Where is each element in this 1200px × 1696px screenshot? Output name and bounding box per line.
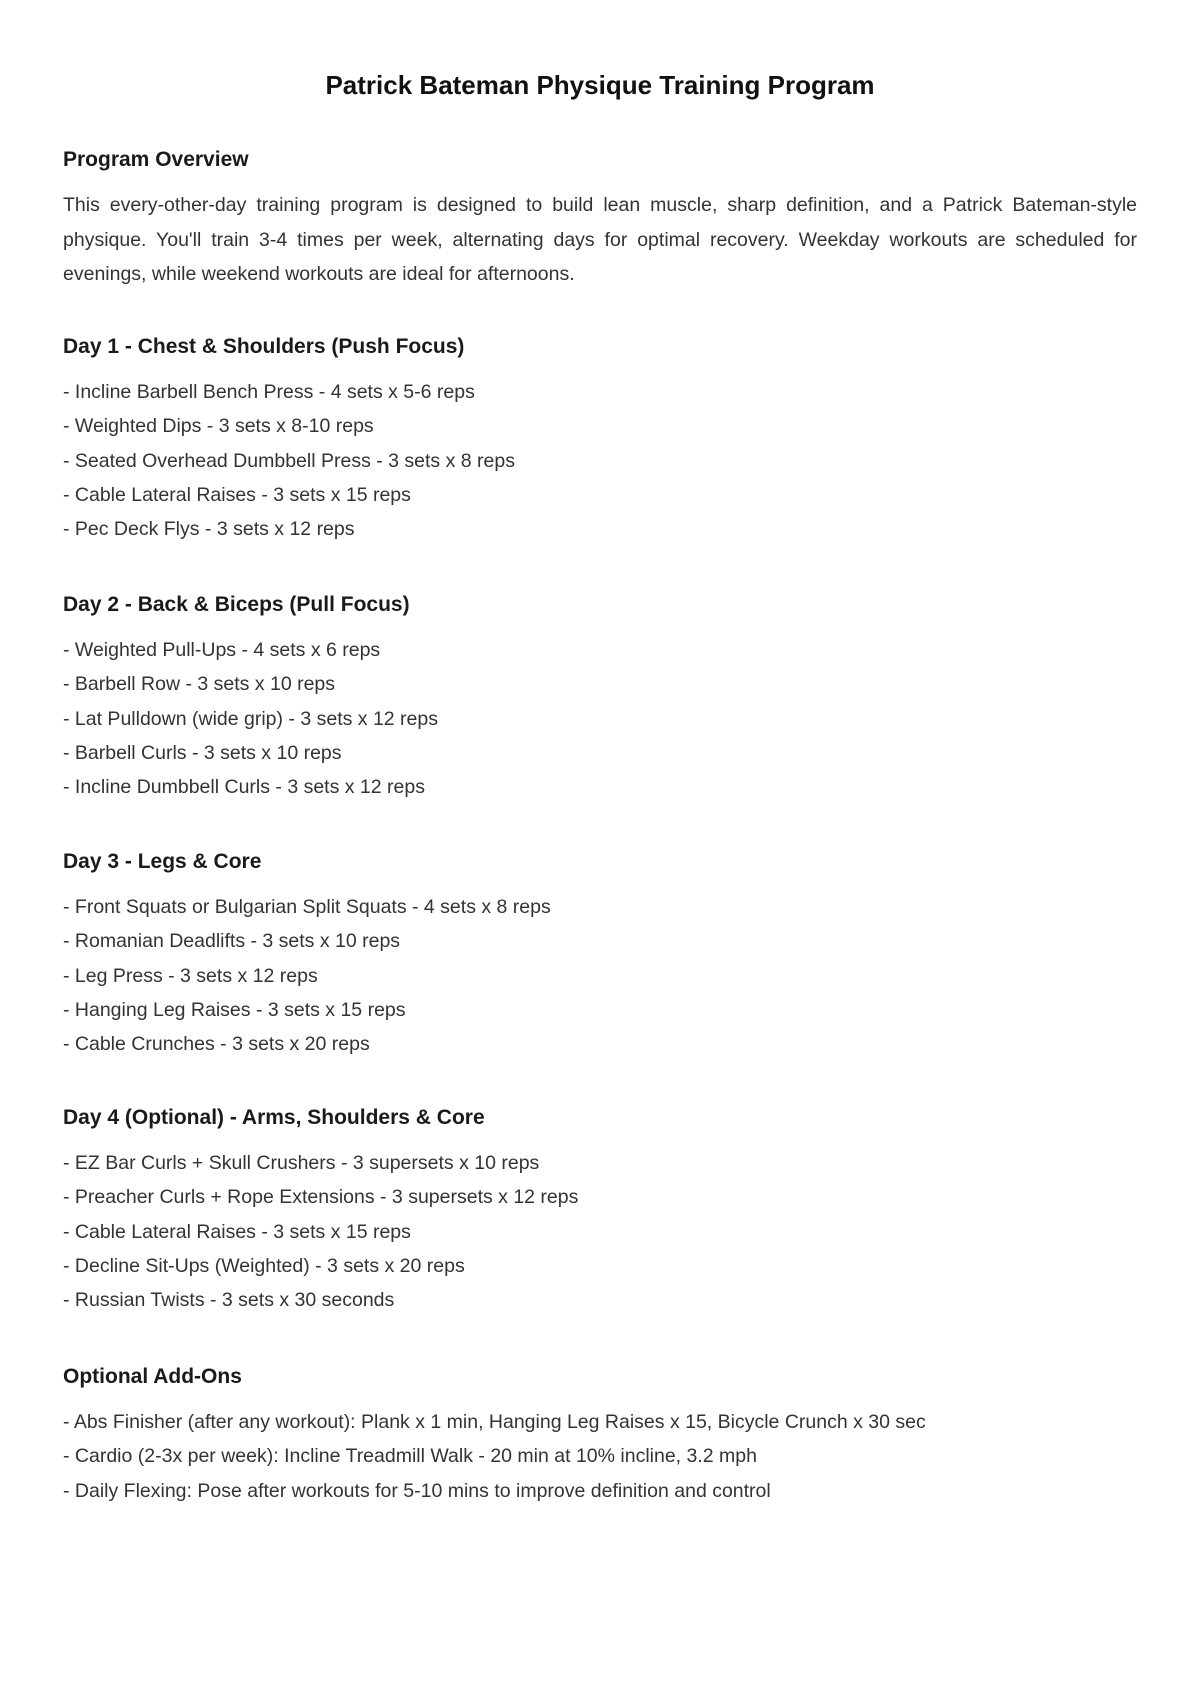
list-item: - Pec Deck Flys - 3 sets x 12 reps [63, 518, 355, 541]
list-item: - Romanian Deadlifts - 3 sets x 10 reps [63, 930, 401, 953]
list-item: - Daily Flexing: Pose after workouts for 5-10 mins to improve definition and control [63, 1479, 771, 1502]
list-item: - Seated Overhead Dumbbell Press - 3 sets x 8 reps [63, 449, 515, 472]
section-heading-day-1: Day 1 - Chest & Shoulders (Push Focus) [63, 335, 465, 358]
list-item: - Cable Lateral Raises - 3 sets x 15 reps [63, 1220, 411, 1243]
list-item: - Weighted Dips - 3 sets x 8-10 reps [63, 415, 374, 438]
list-item: - EZ Bar Curls + Skull Crushers - 3 supersets x 10 reps [63, 1152, 540, 1174]
exercise-list-day-2 [63, 633, 438, 804]
list-item: - Incline Barbell Bench Press - 4 sets x 5-6 reps [63, 381, 475, 403]
overview-paragraph: This every-other-day training program is designed to build lean muscle, sharp definition, and a Patrick Bateman-style physique. You'll train 3-4 times per week, alternating days for optimal recovery. Weekday workouts are scheduled for evenings, while weekend workouts are ideal for afternoons. [63, 194, 1137, 285]
list-item: - Cardio (2-3x per week): Incline Treadmill Walk - 20 min at 10% incline, 3.2 mph [63, 1445, 757, 1468]
list-item: - Decline Sit-Ups (Weighted) - 3 sets x 20 reps [63, 1254, 465, 1277]
exercise-list-day-1 [63, 375, 515, 546]
list-item: - Lat Pulldown (wide grip) - 3 sets x 12 reps [63, 707, 438, 730]
document-title: Patrick Bateman Physique Training Program [325, 70, 875, 100]
list-item: - Barbell Row - 3 sets x 10 reps [63, 673, 336, 696]
list-item: - Cable Crunches - 3 sets x 20 reps [63, 1033, 370, 1056]
section-heading-day-3: Day 3 - Legs & Core [63, 850, 262, 873]
list-item: - Incline Dumbbell Curls - 3 sets x 12 reps [63, 776, 425, 799]
list-item: - Barbell Curls - 3 sets x 10 reps [63, 741, 342, 764]
section-heading-overview: Program Overview [63, 148, 249, 171]
list-item: - Hanging Leg Raises - 3 sets x 15 reps [63, 998, 406, 1021]
exercise-list-day-4 [63, 1146, 578, 1317]
list-item: - Cable Lateral Raises - 3 sets x 15 reps [63, 483, 411, 506]
list-item: - Weighted Pull-Ups - 4 sets x 6 reps [63, 639, 381, 661]
list-item: - Abs Finisher (after any workout): Plank x 1 min, Hanging Leg Raises x 15, Bicycle Crunch x 30 sec [63, 1411, 926, 1433]
list-item: - Preacher Curls + Rope Extensions - 3 supersets x 12 reps [63, 1186, 579, 1209]
section-heading-day-2: Day 2 - Back & Biceps (Pull Focus) [63, 593, 410, 616]
section-heading-day-4: Day 4 (Optional) - Arms, Shoulders & Core [63, 1106, 485, 1129]
list-item: - Front Squats or Bulgarian Split Squats - 4 sets x 8 reps [63, 896, 551, 918]
list-item: - Russian Twists - 3 sets x 30 seconds [63, 1289, 395, 1312]
list-item: - Leg Press - 3 sets x 12 reps [63, 964, 318, 987]
exercise-list-day-3 [63, 890, 551, 1061]
addons-list [63, 1405, 926, 1508]
section-heading-addons: Optional Add-Ons [63, 1365, 242, 1388]
